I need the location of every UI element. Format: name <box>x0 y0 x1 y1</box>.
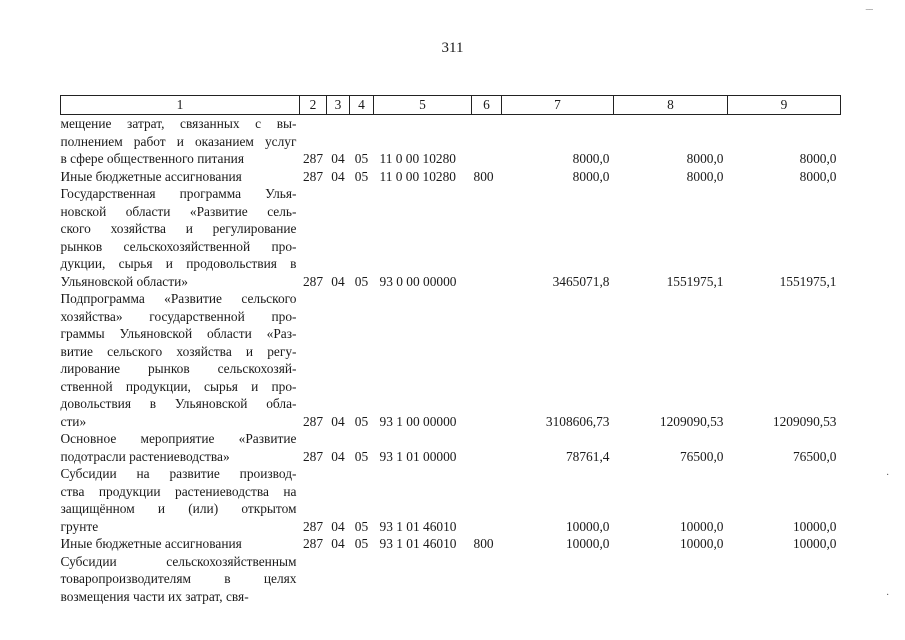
amount-cell <box>614 133 728 151</box>
column-header: 2 <box>300 96 327 115</box>
subsection-cell <box>350 290 374 308</box>
amount-cell <box>728 378 841 396</box>
target-article-cell: 11 0 00 10280 <box>379 168 456 184</box>
row-name-line: хозяйства» государственной про- <box>60 308 297 324</box>
expense-type-cell <box>472 448 502 466</box>
amount-cell: 8000,0 <box>572 168 610 184</box>
amount-cell <box>614 220 728 238</box>
amount-cell: 8000,0 <box>572 151 610 166</box>
amount-cell <box>728 395 841 413</box>
section-cell: 04 <box>331 168 345 184</box>
subsection-cell <box>350 185 374 203</box>
amount-cell <box>728 343 841 361</box>
section-cell <box>327 343 350 361</box>
table-row <box>61 220 841 238</box>
row-name-line: ства продукции растениеводства на <box>60 483 297 499</box>
row-name-line: ского хозяйства и регулирование <box>60 221 297 236</box>
subsection-cell <box>350 570 374 588</box>
amount-cell: 1551975,1 <box>666 273 724 289</box>
amount-cell <box>614 185 728 203</box>
subsection-cell <box>350 115 374 133</box>
expense-type-cell <box>472 115 502 133</box>
scan-mark: · <box>886 470 890 481</box>
amount-cell: 8000,0 <box>686 151 724 166</box>
amount-cell <box>614 378 728 396</box>
amount-cell: 78761,4 <box>565 448 610 464</box>
subsection-cell <box>350 378 374 396</box>
section-cell <box>327 588 350 606</box>
table-row <box>61 518 841 536</box>
expense-type-cell <box>472 413 502 431</box>
amount-cell: 76500,0 <box>792 448 837 464</box>
amount-cell <box>728 255 841 273</box>
row-name-line: сти» <box>60 413 87 429</box>
table-row <box>61 238 841 256</box>
amount-cell <box>728 308 841 326</box>
subsection-cell: 05 <box>354 448 369 464</box>
target-article-cell <box>374 500 472 518</box>
section-cell <box>327 570 350 588</box>
column-header: 6 <box>472 96 502 115</box>
expense-type-cell <box>472 518 502 536</box>
section-cell <box>327 238 350 256</box>
column-header: 4 <box>350 96 374 115</box>
subsection-cell <box>350 220 374 238</box>
amount-cell: 10000,0 <box>792 518 837 534</box>
row-name-line: новской области «Развитие сель- <box>60 203 297 219</box>
target-article-cell: 93 0 00 00000 <box>379 273 457 289</box>
expense-type-cell <box>472 378 502 396</box>
amount-cell <box>502 325 614 343</box>
amount-cell <box>728 500 841 518</box>
row-name-line: товаропроизводителям в целях <box>60 571 297 586</box>
gravs-cell <box>300 203 327 221</box>
section-cell <box>327 465 350 483</box>
table-row <box>61 290 841 308</box>
page-number: 311 <box>441 40 464 56</box>
gravs-cell <box>300 500 327 518</box>
expense-type-cell <box>472 150 502 168</box>
subsection-cell: 05 <box>354 536 369 551</box>
expense-type-cell <box>472 500 502 518</box>
amount-cell <box>728 238 841 256</box>
amount-cell <box>614 430 728 448</box>
target-article-cell <box>374 588 472 606</box>
table-row <box>61 588 841 606</box>
gravs-cell <box>300 343 327 361</box>
amount-cell <box>614 465 728 483</box>
section-cell <box>327 360 350 378</box>
amount-cell <box>614 483 728 501</box>
amount-cell <box>728 220 841 238</box>
gravs-cell <box>300 238 327 256</box>
scan-mark: ‾‾ <box>866 10 873 21</box>
gravs-cell <box>300 553 327 571</box>
amount-cell <box>728 325 841 343</box>
table-row <box>61 255 841 273</box>
table-row <box>61 395 841 413</box>
section-cell: 04 <box>331 536 345 551</box>
section-cell: 04 <box>331 273 345 289</box>
section-cell <box>327 500 350 518</box>
target-article-cell <box>374 360 472 378</box>
gravs-cell <box>300 185 327 203</box>
target-article-cell: 11 0 00 10280 <box>379 151 456 166</box>
table-row <box>61 535 841 553</box>
row-name-line: в сфере общественного питания <box>60 151 244 166</box>
table-row <box>61 500 841 518</box>
row-name-line: Субсидии на развитие производ- <box>60 466 297 481</box>
amount-cell <box>502 220 614 238</box>
gravs-cell <box>300 290 327 308</box>
target-article-cell <box>374 483 472 501</box>
amount-cell <box>502 290 614 308</box>
subsection-cell <box>350 483 374 501</box>
table-row <box>61 378 841 396</box>
amount-cell <box>614 588 728 606</box>
amount-cell <box>502 430 614 448</box>
expense-type-cell <box>472 308 502 326</box>
amount-cell <box>614 290 728 308</box>
amount-cell <box>728 570 841 588</box>
expense-type-cell <box>472 360 502 378</box>
table-row <box>61 150 841 168</box>
amount-cell <box>728 115 841 133</box>
budget-table <box>60 95 841 605</box>
gravs-cell <box>300 570 327 588</box>
expense-type-cell <box>472 290 502 308</box>
amount-cell: 3108606,73 <box>545 413 610 429</box>
amount-cell: 1551975,1 <box>779 273 837 289</box>
amount-cell: 76500,0 <box>679 448 724 464</box>
row-name-line: граммы Ульяновской области «Раз- <box>60 326 297 341</box>
gravs-cell <box>300 255 327 273</box>
table-body <box>61 115 841 606</box>
target-article-cell <box>374 570 472 588</box>
amount-cell: 10000,0 <box>792 536 837 551</box>
subsection-cell: 05 <box>354 168 369 184</box>
expense-type-cell <box>472 343 502 361</box>
amount-cell <box>614 553 728 571</box>
amount-cell <box>614 115 728 133</box>
gravs-cell <box>300 483 327 501</box>
amount-cell <box>728 588 841 606</box>
target-article-cell <box>374 220 472 238</box>
expense-type-cell <box>472 325 502 343</box>
table-row <box>61 308 841 326</box>
section-cell <box>327 395 350 413</box>
amount-cell: 10000,0 <box>565 536 610 551</box>
target-article-cell: 93 1 01 00000 <box>379 448 457 464</box>
amount-cell: 1209090,53 <box>659 413 724 429</box>
amount-cell <box>614 203 728 221</box>
row-name-line: лирование рынков сельскохозяй- <box>60 361 297 376</box>
column-header: 5 <box>374 96 472 115</box>
table-row <box>61 553 841 571</box>
table-row <box>61 168 841 186</box>
expense-type-cell <box>472 588 502 606</box>
amount-cell <box>502 465 614 483</box>
target-article-cell <box>374 465 472 483</box>
section-cell <box>327 185 350 203</box>
amount-cell <box>614 570 728 588</box>
table-row <box>61 413 841 431</box>
row-name-line: Иные бюджетные ассигнования <box>60 536 242 551</box>
subsection-cell <box>350 588 374 606</box>
amount-cell <box>614 343 728 361</box>
table-header <box>61 96 841 115</box>
table-row <box>61 185 841 203</box>
gravs-cell <box>300 465 327 483</box>
expense-type-cell <box>472 273 502 291</box>
subsection-cell: 05 <box>354 151 369 166</box>
row-name-line: возмещения части их затрат, свя- <box>60 588 249 604</box>
gravs-cell <box>300 378 327 396</box>
expense-type-cell <box>472 238 502 256</box>
target-article-cell <box>374 430 472 448</box>
row-name-line: витие сельского хозяйства и регу- <box>60 343 297 359</box>
gravs-cell <box>300 133 327 151</box>
row-name-line: грунте <box>60 518 99 534</box>
amount-cell: 10000,0 <box>679 536 724 551</box>
amount-cell <box>502 588 614 606</box>
expense-type-cell <box>472 570 502 588</box>
expense-type-cell <box>472 133 502 151</box>
expense-type-cell <box>472 185 502 203</box>
row-name-line: полнением работ и оказанием услуг <box>60 133 297 149</box>
gravs-cell: 287 <box>302 273 324 289</box>
table-row <box>61 465 841 483</box>
table-row <box>61 430 841 448</box>
gravs-cell <box>300 115 327 133</box>
row-name-line: ственной продукции, сырья и про- <box>60 378 297 394</box>
target-article-cell <box>374 343 472 361</box>
table-row <box>61 360 841 378</box>
subsection-cell <box>350 255 374 273</box>
subsection-cell <box>350 238 374 256</box>
gravs-cell: 287 <box>302 536 324 551</box>
gravs-cell <box>300 360 327 378</box>
row-name-line: Основное мероприятие «Развитие <box>60 431 297 446</box>
target-article-cell <box>374 203 472 221</box>
table-row <box>61 483 841 501</box>
amount-cell <box>728 483 841 501</box>
amount-cell: 10000,0 <box>679 518 724 534</box>
table-row <box>61 570 841 588</box>
target-article-cell: 93 1 00 00000 <box>379 413 457 429</box>
subsection-cell <box>350 203 374 221</box>
column-number-row <box>61 96 841 115</box>
scan-mark: · <box>886 590 890 601</box>
row-name-line: защищённом и (или) открытом <box>60 501 297 516</box>
target-article-cell <box>374 290 472 308</box>
table-row <box>61 203 841 221</box>
gravs-cell: 287 <box>302 448 324 464</box>
gravs-cell <box>300 308 327 326</box>
amount-cell <box>502 238 614 256</box>
gravs-cell <box>300 395 327 413</box>
gravs-cell <box>300 430 327 448</box>
amount-cell: 8000,0 <box>799 168 837 184</box>
amount-cell <box>728 203 841 221</box>
amount-cell <box>614 238 728 256</box>
table-row <box>61 115 841 133</box>
row-name-line: Иные бюджетные ассигнования <box>60 168 242 184</box>
expense-type-cell <box>472 220 502 238</box>
section-cell <box>327 483 350 501</box>
section-cell <box>327 220 350 238</box>
amount-cell <box>728 360 841 378</box>
section-cell <box>327 203 350 221</box>
amount-cell <box>502 483 614 501</box>
target-article-cell: 93 1 01 46010 <box>379 518 457 534</box>
section-cell: 04 <box>331 518 345 534</box>
subsection-cell <box>350 430 374 448</box>
target-article-cell <box>374 115 472 133</box>
subsection-cell: 05 <box>354 413 369 429</box>
amount-cell <box>502 378 614 396</box>
subsection-cell <box>350 553 374 571</box>
subsection-cell: 05 <box>354 518 369 534</box>
amount-cell <box>614 308 728 326</box>
column-header: 7 <box>502 96 614 115</box>
amount-cell <box>502 570 614 588</box>
subsection-cell: 05 <box>354 273 369 289</box>
amount-cell: 8000,0 <box>686 168 724 184</box>
row-name-line: Государственная программа Улья- <box>60 186 297 201</box>
amount-cell <box>502 308 614 326</box>
table-row <box>61 325 841 343</box>
column-header: 8 <box>614 96 728 115</box>
column-header: 3 <box>327 96 350 115</box>
section-cell <box>327 255 350 273</box>
row-name-line: Ульяновской области» <box>60 273 188 289</box>
section-cell <box>327 290 350 308</box>
expense-type-cell <box>472 255 502 273</box>
target-article-cell <box>374 238 472 256</box>
amount-cell <box>614 255 728 273</box>
row-name-line: Подпрограмма «Развитие сельского <box>60 291 297 306</box>
column-header: 1 <box>61 96 300 115</box>
section-cell: 04 <box>331 151 345 166</box>
subsection-cell <box>350 133 374 151</box>
column-header: 9 <box>728 96 841 115</box>
amount-cell <box>728 290 841 308</box>
table-row <box>61 273 841 291</box>
subsection-cell <box>350 343 374 361</box>
table-row <box>61 448 841 466</box>
expense-type-cell: 800 <box>473 168 494 184</box>
table-row <box>61 133 841 151</box>
amount-cell <box>728 133 841 151</box>
subsection-cell <box>350 325 374 343</box>
amount-cell <box>502 343 614 361</box>
target-article-cell <box>374 395 472 413</box>
amount-cell <box>614 500 728 518</box>
gravs-cell: 287 <box>302 168 324 184</box>
subsection-cell <box>350 395 374 413</box>
target-article-cell <box>374 133 472 151</box>
row-name-line: Субсидии сельскохозяйственным <box>60 553 297 569</box>
expense-type-cell <box>472 465 502 483</box>
section-cell: 04 <box>331 448 345 464</box>
expense-type-cell <box>472 430 502 448</box>
amount-cell <box>502 133 614 151</box>
amount-cell <box>502 500 614 518</box>
expense-type-cell: 800 <box>473 536 494 551</box>
amount-cell: 10000,0 <box>565 518 610 534</box>
expense-type-cell <box>472 203 502 221</box>
amount-cell <box>502 255 614 273</box>
amount-cell <box>728 430 841 448</box>
amount-cell <box>502 185 614 203</box>
row-name-line: дукции, сырья и продовольствия в <box>60 256 297 271</box>
amount-cell <box>502 395 614 413</box>
target-article-cell <box>374 308 472 326</box>
row-name-line: довольствия в Ульяновской обла- <box>60 396 297 411</box>
target-article-cell: 93 1 01 46010 <box>379 536 457 551</box>
row-name-line: рынков сельскохозяйственной про- <box>60 238 297 254</box>
amount-cell <box>614 325 728 343</box>
amount-cell <box>614 360 728 378</box>
section-cell <box>327 325 350 343</box>
section-cell <box>327 115 350 133</box>
gravs-cell: 287 <box>302 413 324 429</box>
amount-cell <box>502 553 614 571</box>
amount-cell: 3465071,8 <box>552 273 610 289</box>
subsection-cell <box>350 360 374 378</box>
target-article-cell <box>374 378 472 396</box>
amount-cell <box>502 360 614 378</box>
target-article-cell <box>374 255 472 273</box>
subsection-cell <box>350 308 374 326</box>
subsection-cell <box>350 465 374 483</box>
amount-cell <box>728 553 841 571</box>
expense-type-cell <box>472 395 502 413</box>
amount-cell: 1209090,53 <box>772 413 837 429</box>
section-cell <box>327 133 350 151</box>
target-article-cell <box>374 325 472 343</box>
section-cell <box>327 308 350 326</box>
expense-type-cell <box>472 483 502 501</box>
subsection-cell <box>350 500 374 518</box>
row-name-line: подотрасли растениеводства» <box>60 448 230 464</box>
gravs-cell: 287 <box>302 518 324 534</box>
gravs-cell <box>300 220 327 238</box>
amount-cell <box>502 203 614 221</box>
table-row <box>61 343 841 361</box>
amount-cell <box>614 395 728 413</box>
section-cell <box>327 553 350 571</box>
amount-cell <box>728 465 841 483</box>
gravs-cell <box>300 588 327 606</box>
gravs-cell <box>300 325 327 343</box>
section-cell <box>327 430 350 448</box>
expense-type-cell <box>472 553 502 571</box>
amount-cell <box>728 185 841 203</box>
row-name-line: мещение затрат, связанных с вы- <box>60 116 297 131</box>
amount-cell <box>502 115 614 133</box>
amount-cell: 8000,0 <box>799 151 837 166</box>
gravs-cell: 287 <box>302 151 324 166</box>
target-article-cell <box>374 185 472 203</box>
section-cell <box>327 378 350 396</box>
section-cell: 04 <box>331 413 345 429</box>
target-article-cell <box>374 553 472 571</box>
